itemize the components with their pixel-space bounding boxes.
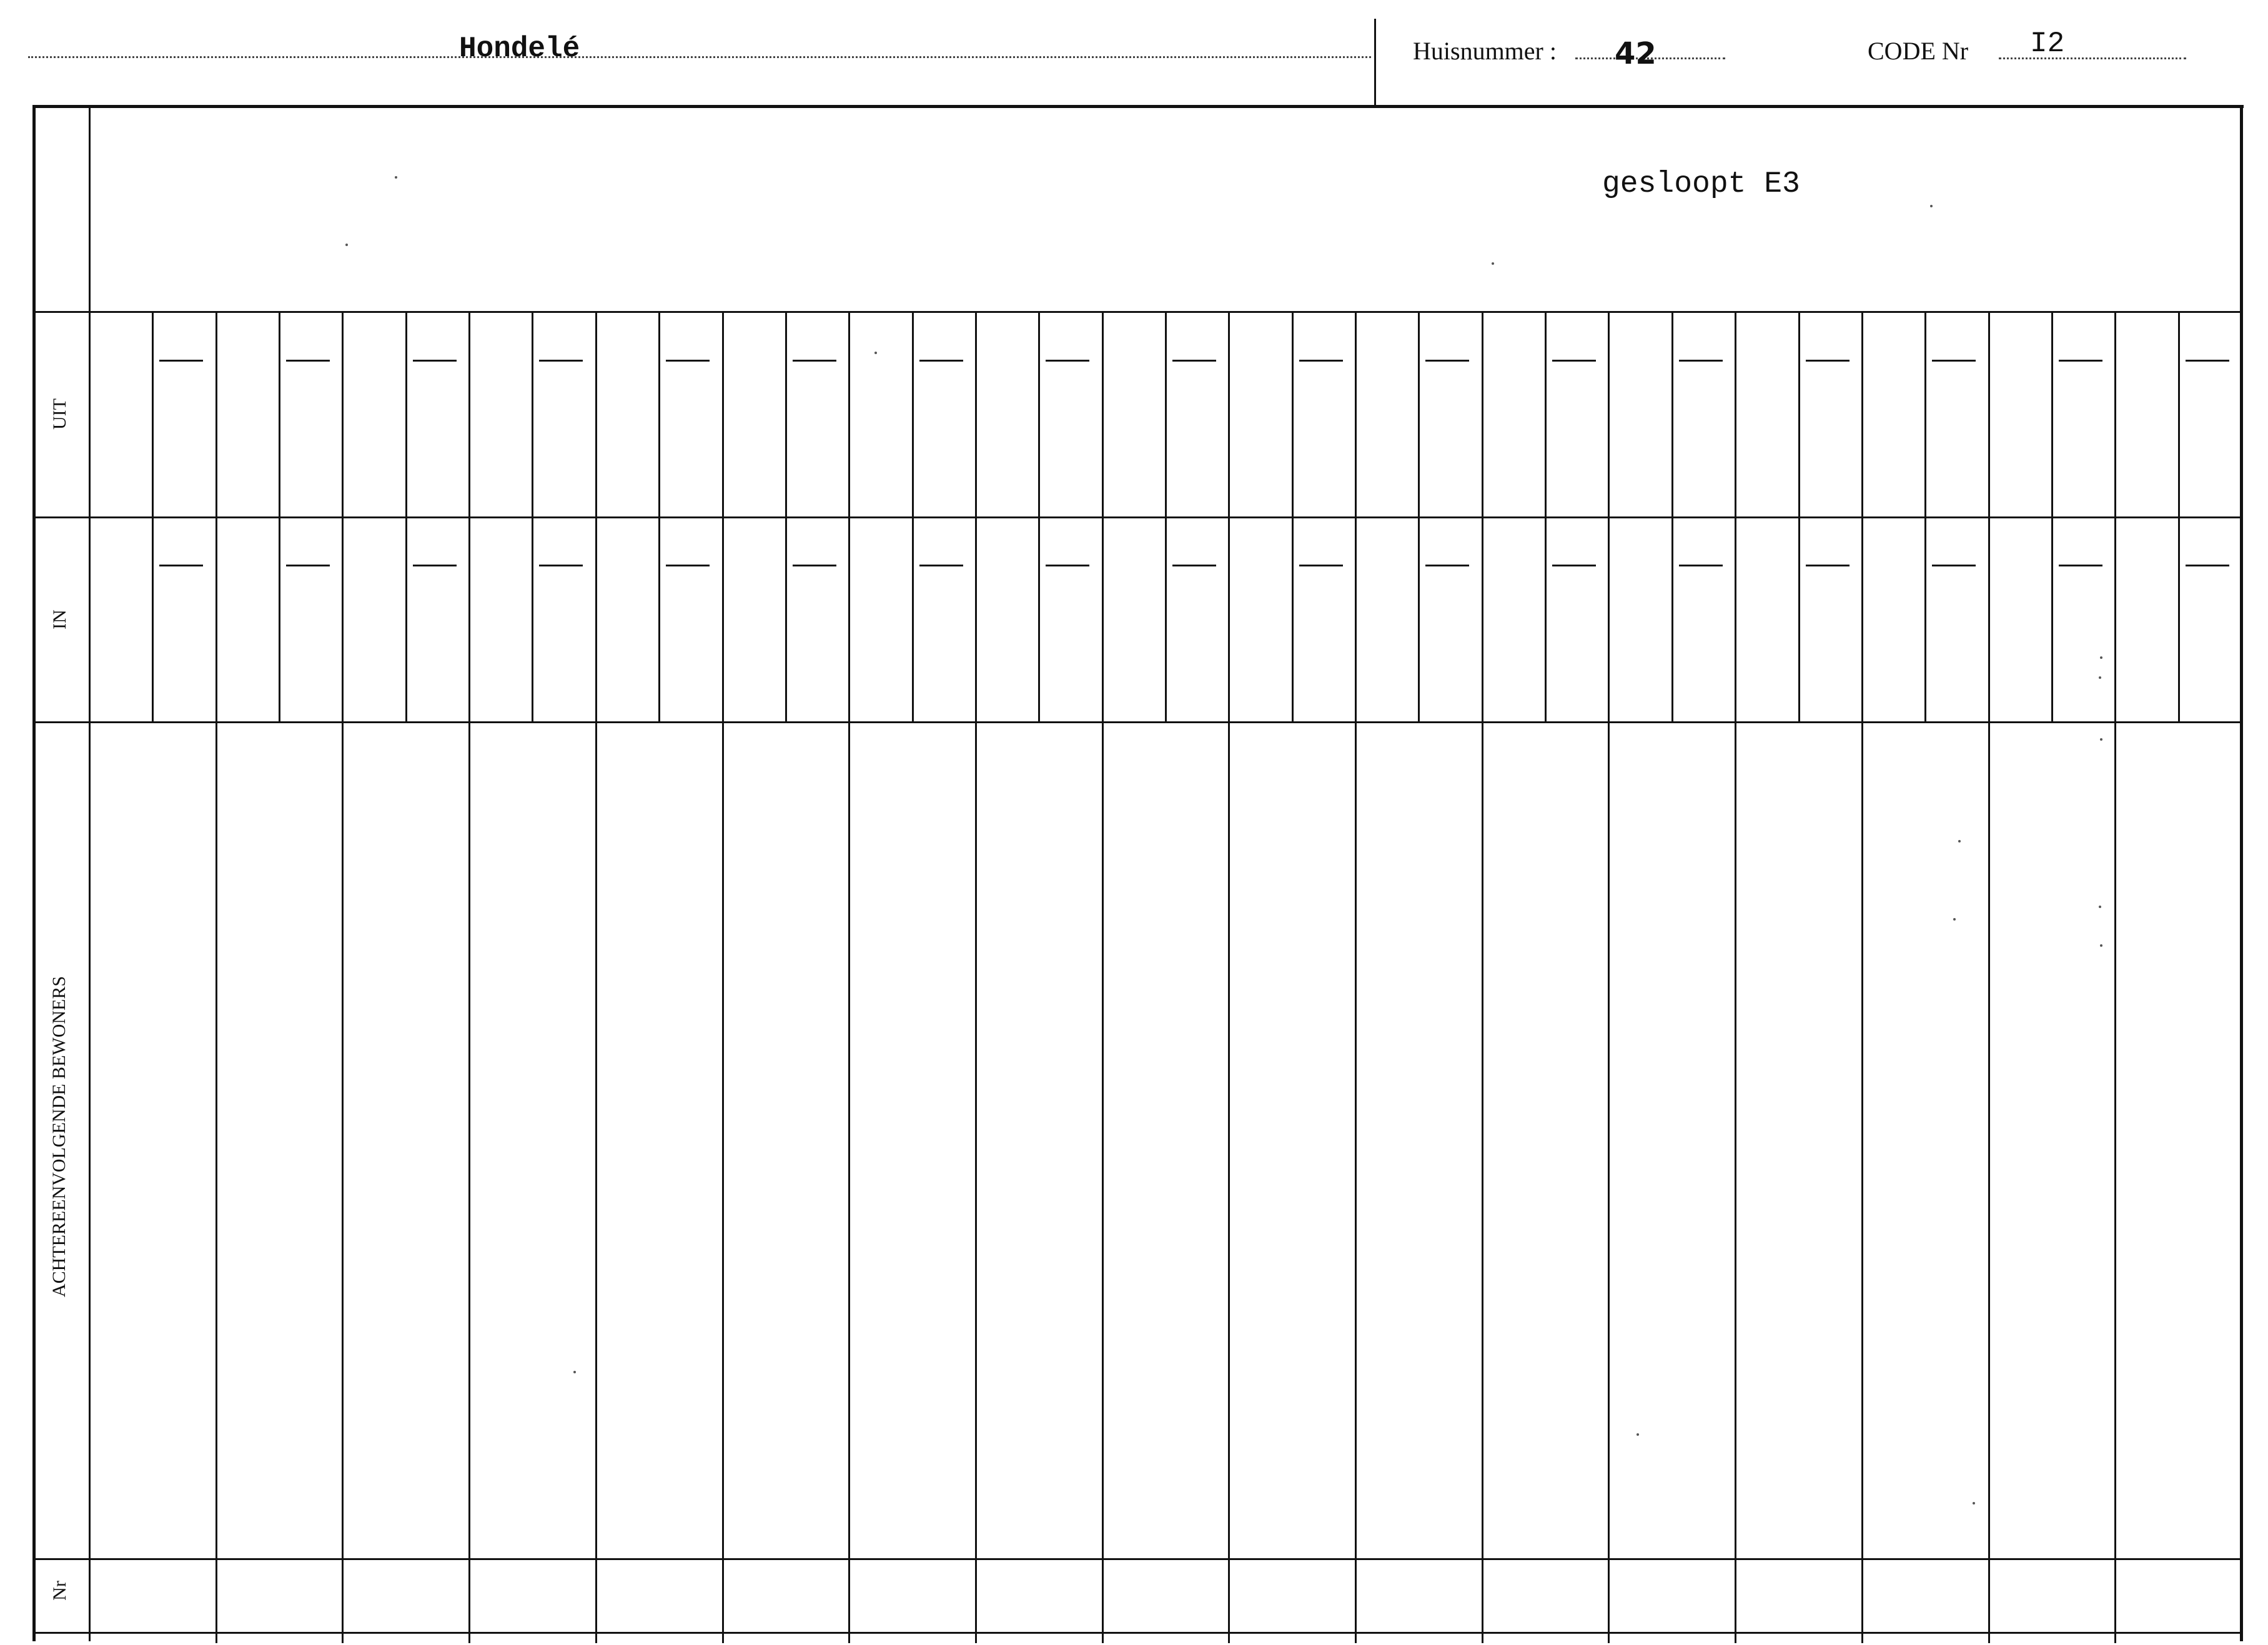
grid-bottom-tick xyxy=(468,1632,470,1643)
label-column-divider xyxy=(89,107,91,1641)
scan-speck xyxy=(345,244,348,246)
uit-subcolumn-divider xyxy=(1038,312,1040,721)
grid-bottom-tick xyxy=(1735,1632,1736,1643)
uit-entry-dash xyxy=(1046,360,1089,362)
grid-column-divider xyxy=(722,312,724,1632)
grid-column-divider xyxy=(1608,312,1610,1632)
grid-bottom-tick xyxy=(1228,1632,1230,1643)
uit-entry-dash xyxy=(286,360,330,362)
scan-speck xyxy=(1637,1433,1639,1436)
uit-entry-dash xyxy=(413,360,457,362)
uit-entry-dash xyxy=(1425,360,1469,362)
scan-speck xyxy=(2099,906,2101,908)
uit-entry-dash xyxy=(666,360,710,362)
uit-entry-dash xyxy=(539,360,583,362)
scan-speck xyxy=(2099,676,2101,679)
street-name-line xyxy=(28,56,1371,58)
in-entry-dash xyxy=(159,565,203,566)
in-entry-dash xyxy=(1552,565,1596,566)
row-divider-residents-nr xyxy=(32,1558,2242,1560)
grid-column-divider xyxy=(1861,312,1863,1632)
scan-speck xyxy=(395,176,397,179)
uit-entry-dash xyxy=(159,360,203,362)
grid-column-divider xyxy=(1102,312,1104,1632)
grid-column-divider xyxy=(468,312,470,1632)
in-entry-dash xyxy=(1299,565,1343,566)
scan-speck xyxy=(2100,944,2102,947)
uit-subcolumn-divider xyxy=(1798,312,1800,721)
row-label-in: IN xyxy=(49,610,70,630)
uit-entry-dash xyxy=(793,360,836,362)
in-entry-dash xyxy=(286,565,330,566)
grid-bottom-tick xyxy=(1355,1632,1357,1643)
street-name: Hondelé xyxy=(459,32,580,65)
uit-subcolumn-divider xyxy=(2178,312,2180,721)
uit-entry-dash xyxy=(1806,360,1850,362)
grid-bottom-tick xyxy=(342,1632,344,1643)
row-divider-uit-in xyxy=(32,516,2242,518)
scan-speck xyxy=(1958,840,1961,842)
in-entry-dash xyxy=(2186,565,2229,566)
grid-bottom-tick xyxy=(1861,1632,1863,1643)
grid-bottom-tick xyxy=(1608,1632,1610,1643)
grid-column-divider xyxy=(1735,312,1736,1632)
frame-bottom xyxy=(32,1632,2242,1634)
in-entry-dash xyxy=(539,565,583,566)
grid-column-divider xyxy=(342,312,344,1632)
grid-column-divider xyxy=(215,312,217,1632)
uit-entry-dash xyxy=(2186,360,2229,362)
row-divider-in-residents xyxy=(32,721,2242,723)
house-number-label: Huisnummer : xyxy=(1413,37,1557,65)
grid-bottom-tick xyxy=(1102,1632,1104,1643)
scan-speck xyxy=(1973,1502,1975,1504)
row-label-residents: ACHTEREENVOLGENDE BEWONERS xyxy=(49,976,69,1298)
scan-speck xyxy=(2100,656,2102,659)
grid-bottom-tick xyxy=(2114,1632,2116,1643)
grid-column-divider xyxy=(1988,312,1990,1632)
code-number-line xyxy=(1999,57,2186,59)
row-divider-top xyxy=(32,311,2242,313)
uit-entry-dash xyxy=(1299,360,1343,362)
uit-subcolumn-divider xyxy=(279,312,280,721)
in-entry-dash xyxy=(1046,565,1089,566)
uit-subcolumn-divider xyxy=(1671,312,1673,721)
scan-speck xyxy=(874,352,877,354)
grid-column-divider xyxy=(975,312,977,1632)
scan-speck xyxy=(1492,262,1494,265)
grid-bottom-tick xyxy=(848,1632,850,1643)
grid-bottom-tick xyxy=(975,1632,977,1643)
code-number-value: I2 xyxy=(2030,27,2065,60)
uit-entry-dash xyxy=(1172,360,1216,362)
grid-bottom-tick xyxy=(595,1632,597,1643)
in-entry-dash xyxy=(413,565,457,566)
in-entry-dash xyxy=(666,565,710,566)
uit-subcolumn-divider xyxy=(1292,312,1294,721)
uit-subcolumn-divider xyxy=(2051,312,2053,721)
scan-speck xyxy=(1953,918,1956,921)
uit-subcolumn-divider xyxy=(658,312,660,721)
uit-entry-dash xyxy=(1679,360,1723,362)
uit-subcolumn-divider xyxy=(1165,312,1167,721)
in-entry-dash xyxy=(1932,565,1976,566)
uit-subcolumn-divider xyxy=(785,312,787,721)
uit-subcolumn-divider xyxy=(1924,312,1926,721)
in-entry-dash xyxy=(2059,565,2102,566)
in-entry-dash xyxy=(1806,565,1850,566)
code-number-label: CODE Nr xyxy=(1868,37,1969,65)
grid-column-divider xyxy=(1482,312,1483,1632)
in-entry-dash xyxy=(1425,565,1469,566)
uit-entry-dash xyxy=(1552,360,1596,362)
grid-column-divider xyxy=(595,312,597,1632)
scan-speck xyxy=(2100,738,2102,741)
in-entry-dash xyxy=(1172,565,1216,566)
uit-entry-dash xyxy=(919,360,963,362)
grid-column-divider xyxy=(2114,312,2116,1632)
in-entry-dash xyxy=(919,565,963,566)
in-entry-dash xyxy=(1679,565,1723,566)
header-divider xyxy=(1374,19,1376,106)
grid-column-divider xyxy=(848,312,850,1632)
uit-subcolumn-divider xyxy=(152,312,154,721)
uit-subcolumn-divider xyxy=(1418,312,1420,721)
uit-entry-dash xyxy=(1932,360,1976,362)
top-note: gesloopt E3 xyxy=(1602,167,1800,201)
uit-subcolumn-divider xyxy=(405,312,407,721)
house-number-value: 42 xyxy=(1615,36,1656,71)
scan-speck xyxy=(573,1371,576,1373)
scan-speck xyxy=(1930,205,1933,207)
frame-left xyxy=(32,105,36,1641)
grid-bottom-tick xyxy=(1482,1632,1483,1643)
frame-top xyxy=(32,105,2244,108)
uit-entry-dash xyxy=(2059,360,2102,362)
uit-subcolumn-divider xyxy=(532,312,533,721)
row-label-uit: UIT xyxy=(49,398,70,430)
grid-column-divider xyxy=(1355,312,1357,1632)
grid-bottom-tick xyxy=(722,1632,724,1643)
uit-subcolumn-divider xyxy=(1545,312,1547,721)
row-label-nr: Nr xyxy=(49,1581,70,1601)
in-entry-dash xyxy=(793,565,836,566)
grid-bottom-tick xyxy=(1988,1632,1990,1643)
grid-bottom-tick xyxy=(215,1632,217,1643)
grid-column-divider xyxy=(1228,312,1230,1632)
uit-subcolumn-divider xyxy=(912,312,914,721)
frame-right xyxy=(2240,105,2243,1641)
